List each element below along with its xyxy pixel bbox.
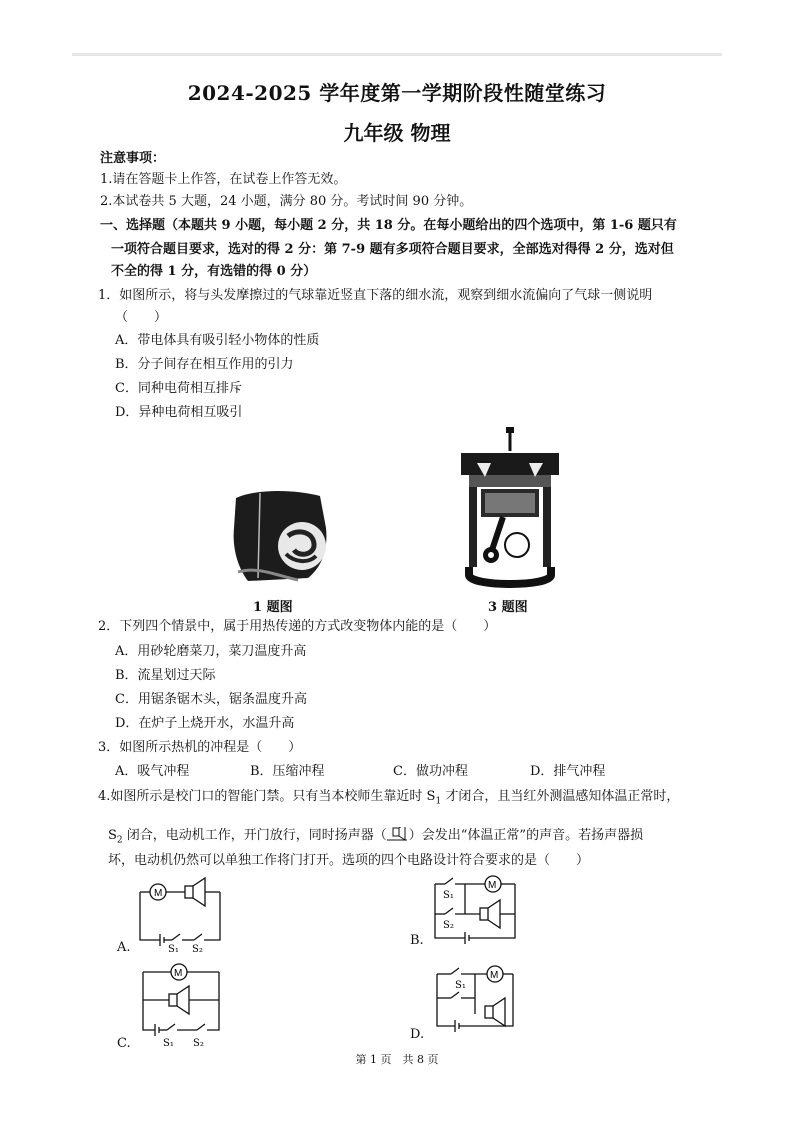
q2-option-d: D．在炉子上烧开水，水温升高	[115, 716, 295, 731]
q1-option-d: D．异种电荷相互吸引	[115, 405, 243, 420]
notice-heading: 注意事项：	[100, 151, 166, 166]
exam-title: 2024-2025 学年度第一学期阶段性随堂练习	[187, 81, 607, 105]
circuit-a	[130, 872, 230, 952]
circuit-b-label: B.	[410, 933, 424, 948]
motor-symbol-c: M	[174, 968, 183, 979]
switch-label-s2-b: S₂	[443, 920, 454, 931]
section1-line-3: 不全的得 1 分，有选错的得 0 分）	[111, 264, 317, 279]
switch-label-s2-c: S₂	[193, 1038, 204, 1047]
q1-option-a: A．带电体具有吸引轻小物体的性质	[115, 333, 320, 348]
page-footer: 第 1 页 共 8 页	[355, 1053, 439, 1066]
q1-option-b: B．分子间存在相互作用的引力	[115, 357, 294, 372]
motor-symbol-d: M	[490, 970, 499, 981]
circuit-c-label: C.	[117, 1036, 131, 1051]
q3-option-c: C．做功冲程	[393, 764, 468, 779]
q4-line-1: 4.如图所示是校门口的智能门禁。只有当本校师生靠近时 $S_1$ 才闭合，且当红外测温感知体温正常时，	[98, 789, 680, 807]
circuit-a-label: A.	[117, 940, 131, 955]
figure-3-caption: 3 题图	[488, 600, 528, 615]
switch-label-s1-c: S₁	[163, 1038, 174, 1047]
figure-3-engine	[455, 425, 565, 590]
q1-blank: （ ）	[115, 310, 168, 325]
switch-label-s1-b: S₁	[443, 890, 454, 901]
q3-option-d: D．排气冲程	[530, 764, 606, 779]
q4-line-2: $S_2$ 闭合，电动机工作，开门放行，同时扬声器（ ）会发出“体温正常”的声音。若扬声器损	[108, 828, 643, 849]
q3-option-a: A．吸气冲程	[115, 764, 190, 779]
q3-option-b: B．压缩冲程	[250, 764, 325, 779]
q4-line-3: 坏，电动机仍然可以单独工作将门打开。选项的四个电路设计符合要求的是（ ）	[108, 853, 590, 868]
switch-label-s2: S₂	[192, 944, 203, 952]
q2-option-a: A．用砂轮磨菜刀，菜刀温度升高	[115, 644, 307, 659]
circuit-c	[135, 962, 235, 1047]
notice-item-2: 2.本试卷共 5 大题，24 小题，满分 80 分。考试时间 90 分钟。	[100, 194, 473, 209]
circuit-d	[425, 962, 525, 1042]
switch-label-s1-d: S₁	[455, 980, 466, 991]
switch-label-s1: S₁	[168, 944, 179, 952]
q3-stem: 3．如图所示热机的冲程是（ ）	[98, 740, 302, 755]
q1-option-c: C．同种电荷相互排斥	[115, 381, 242, 396]
q2-stem: 2．下列四个情景中，属于用热传递的方式改变物体内能的是（ ）	[98, 619, 497, 634]
motor-symbol: M	[154, 888, 163, 899]
circuit-d-label: D.	[410, 1027, 425, 1042]
figure-1-caption: 1 题图	[253, 600, 293, 615]
q2-option-c: C．用锯条锯木头，锯条温度升高	[115, 692, 307, 707]
top-rule	[72, 53, 722, 56]
motor-symbol-b: M	[488, 880, 497, 891]
q1-stem: 1．如图所示，将与头发摩擦过的气球靠近竖直下落的细水流，观察到细水流偏向了气球一侧说明	[98, 288, 653, 303]
exam-subtitle: 九年级 物理	[343, 121, 451, 145]
figure-1-photo	[228, 488, 328, 583]
section1-line-2: 一项符合题目要求，选对的得 2 分：第 7-9 题有多项符合题目要求，全部选对得得 2 分，选对但	[111, 242, 674, 257]
notice-item-1: 1.请在答题卡上作答，在试卷上作答无效。	[100, 172, 347, 187]
section1-line-1: 一、选择题（本题共 9 小题，每小题 2 分，共 18 分。在每小题给出的四个选项中，第 1-6 题只有	[100, 218, 677, 233]
q2-option-b: B．流星划过天际	[115, 668, 216, 683]
circuit-b	[425, 872, 525, 947]
